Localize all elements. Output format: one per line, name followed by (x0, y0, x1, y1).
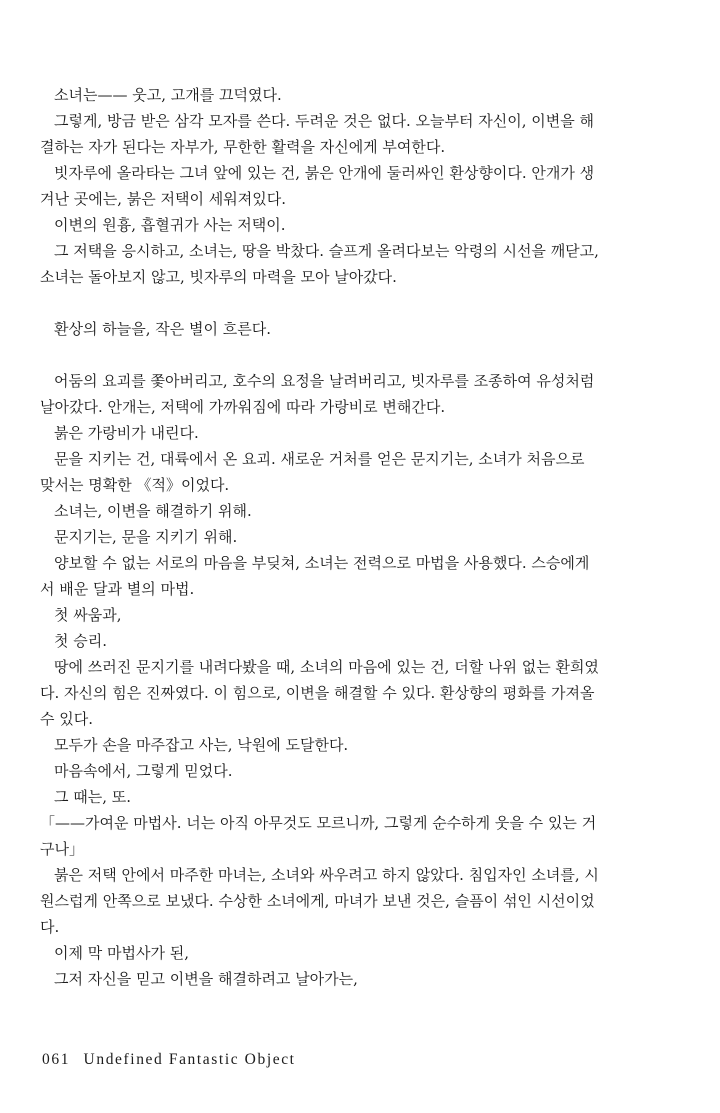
text-line: 붉은 저택 안에서 마주한 마녀는, 소녀와 싸우려고 하지 않았다. 침입자인 소녀를, 시 (54, 866, 599, 884)
text-line: 첫 싸움과, (54, 606, 122, 624)
text-line: 붉은 가랑비가 내린다. (54, 424, 199, 442)
text-line: 소녀는 돌아보지 않고, 빗자루의 마력을 모아 날아갔다. (40, 268, 397, 286)
text-line: 원스럽게 안쪽으로 보냈다. 수상한 소녀에게, 마녀가 보낸 것은, 슬픔이 섞인 시선이었 (40, 892, 595, 910)
blank-line (40, 342, 680, 368)
text-line: 이변의 원흉, 흡혈귀가 사는 저택이. (54, 216, 286, 234)
book-title: Undefined Fantastic Object (83, 1051, 296, 1068)
text-line: 겨난 곳에는, 붉은 저택이 세워져있다. (40, 190, 286, 208)
text-line: 「——가여운 마법사. 너는 아직 아무것도 모르니까, 그렇게 순수하게 웃을 수 있는 거 (40, 814, 597, 832)
text-line: 다. (40, 918, 60, 936)
text-line: 문을 지키는 건, 대륙에서 온 요괴. 새로운 거처를 얻은 문지기는, 소녀가 처음으로 (54, 450, 585, 468)
text-line: 어둠의 요괴를 쫓아버리고, 호수의 요정을 날려버리고, 빗자루를 조종하여 유성처럼 (54, 372, 595, 390)
text-line: 그저 자신을 믿고 이변을 해결하려고 날아가는, (54, 970, 358, 988)
page-number: 061 (42, 1051, 71, 1068)
text-line: 그 때는, 또. (54, 788, 132, 806)
text-line: 문지기는, 문을 지키기 위해. (54, 528, 238, 546)
text-line: 수 있다. (40, 710, 94, 728)
blank-line (40, 290, 680, 316)
text-line: 그렇게, 방금 받은 삼각 모자를 쓴다. 두려운 것은 없다. 오늘부터 자신이, 이변을 해 (54, 112, 594, 130)
text-line: 날아갔다. 안개는, 저택에 가까워짐에 따라 가랑비로 변해간다. (40, 398, 446, 416)
text-line: 맞서는 명확한 《적》이었다. (40, 476, 230, 494)
text-line: 마음속에서, 그렇게 믿었다. (54, 762, 233, 780)
text-line: 결하는 자가 된다는 자부가, 무한한 활력을 자신에게 부여한다. (40, 138, 446, 156)
text-line: 모두가 손을 마주잡고 사는, 낙원에 도달한다. (54, 736, 349, 754)
text-line: 소녀는—— 웃고, 고개를 끄덕였다. (54, 86, 282, 104)
text-line: 서 배운 달과 별의 마법. (40, 580, 195, 598)
text-line: 이제 막 마법사가 된, (54, 944, 189, 962)
text-line: 빗자루에 올라타는 그녀 앞에 있는 건, 붉은 안개에 둘러싸인 환상향이다. 안개가 생 (54, 164, 595, 182)
text-line: 다. 자신의 힘은 진짜였다. 이 힘으로, 이변을 해결할 수 있다. 환상향의 평화를 가져올 (40, 684, 595, 702)
text-line: 그 저택을 응시하고, 소녀는, 땅을 박찼다. 슬프게 올려다보는 악령의 시선을 깨닫고, (54, 242, 599, 260)
text-line: 구나」 (40, 840, 84, 858)
page-footer (42, 1051, 296, 1069)
text-line: 양보할 수 없는 서로의 마음을 부딪쳐, 소녀는 전력으로 마법을 사용했다. 스승에게 (54, 554, 590, 572)
text-line: 첫 승리. (54, 632, 108, 650)
text-line: 땅에 쓰러진 문지기를 내려다봤을 때, 소녀의 마음에 있는 건, 더할 나위 없는 환희였 (54, 658, 599, 676)
text-line: 환상의 하늘을, 작은 별이 흐른다. (54, 320, 271, 338)
body-text (40, 82, 680, 992)
text-line: 소녀는, 이변을 해결하기 위해. (54, 502, 252, 520)
